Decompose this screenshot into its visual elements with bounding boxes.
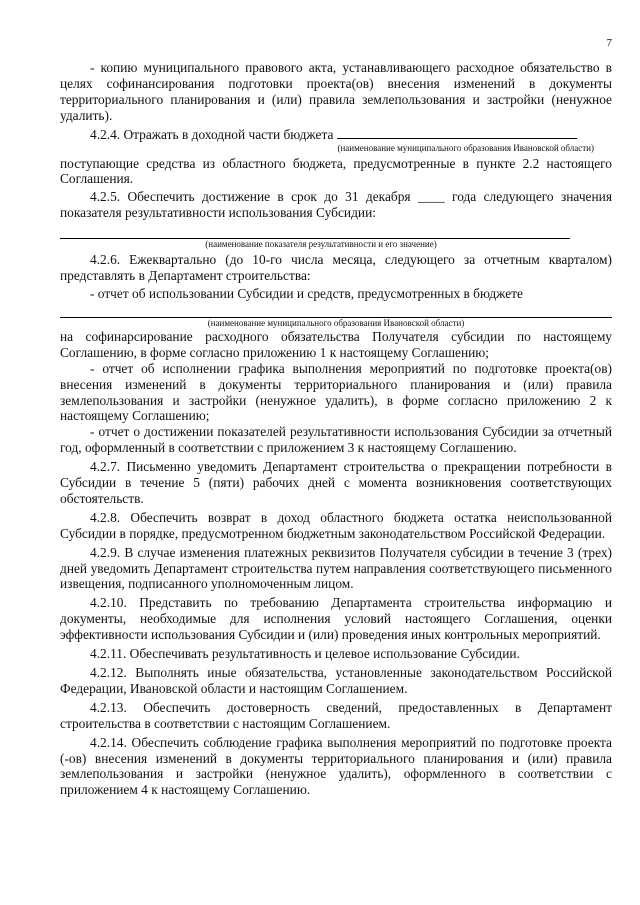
item-4-2-8: 4.2.8. Обеспечить возврат в доход областного бюджета остатка неиспользованной Субсидии в порядке, предусмотренном бюджетным законодательством Российской Федерации.: [60, 509, 612, 541]
item-4-2-14: 4.2.14. Обеспечить соблюдение графика выполнения мероприятий по подготовке проекта (-ов) внесения изменений в документы территориального планирования и (или) правила землепользования и застройки (ненужное удалить), оформленного в соответствии с приложением 4 к настоящему Соглашению.: [60, 734, 612, 798]
item-4-2-6-bullet-1-cont: на софинарсирование расходного обязательства Получателя субсидии по настоящему Соглашению, в форме согласно приложению 1 к настоящему Соглашению;: [60, 328, 612, 360]
fill-line: [337, 126, 577, 139]
item-4-2-13: 4.2.13. Обеспечить достоверность сведений, предоставленных в Департамент строительства в соответствии с настоящим Соглашением.: [60, 699, 612, 731]
item-4-2-4-text: 4.2.4. Отражать в доходной части бюджета: [90, 126, 334, 142]
item-4-2-5: 4.2.5. Обеспечить достижение в срок до 31 декабря ____ года следующего значения показателя результативности использования Субсидии:: [60, 189, 612, 221]
item-4-2-6-bullet-3: - отчет о достижении показателей результативности использования Субсидии за отчетный год, оформленный в соответствии с приложением 3 к настоящему Соглашению.: [60, 424, 612, 456]
item-4-2-9: 4.2.9. В случае изменения платежных реквизитов Получателя субсидии в течение 3 (трех) дней уведомить Департамент строительства путем направления соответствующего письменного извещения, подписанного уполномоченным лицом.: [60, 544, 612, 592]
item-4-2-4-lead: [60, 126, 612, 143]
caption-indicator: (наименование показателя результативности и его значение): [205, 239, 437, 250]
caption-municipality: (наименование муниципального образования Ивановской области): [207, 317, 465, 328]
fill-line: [60, 229, 570, 239]
bullet-copy-act: - копию муниципального правового акта, устанавливающего расходное обязательство в целях софинансирования подготовки проекта(ов) внесения изменений в документы территориального планирования и (или) правила землепользования и застройки (ненужное удалить).: [60, 60, 612, 123]
item-4-2-6: 4.2.6. Ежеквартально (до 10-го числа месяца, следующего за отчетным кварталом) представлять в Департамент строительства:: [60, 252, 612, 284]
item-4-2-11: 4.2.11. Обеспечивать результативность и целевое использование Субсидии.: [90, 646, 520, 662]
item-4-2-4-continuation: поступающие средства из областного бюджета, предусмотренные в пункте 2.2 настоящего Соглашения.: [60, 155, 612, 187]
fill-line: [60, 308, 612, 318]
item-4-2-12: 4.2.12. Выполнять иные обязательства, установленные законодательством Российской Федерации, Ивановской области и настоящим Соглашением.: [60, 665, 612, 696]
page-number: 7: [606, 37, 612, 49]
item-4-2-7: 4.2.7. Письменно уведомить Департамент строительства о прекращении потребности в Субсидии в течение 5 (пяти) рабочих дней с момента возникновения соответствующих обстоятельств.: [60, 459, 612, 506]
item-4-2-10: 4.2.10. Представить по требованию Департамента строительства информацию и документы, необходимые для исполнения условий настоящего Соглашения, оценки эффективности использования Субсидии и (или) проведения иных контрольных мероприятий.: [60, 595, 612, 643]
item-4-2-6-bullet-2: - отчет об исполнении графика выполнения мероприятий по подготовке проекта(ов) внесения изменений в документы территориального планирования и (или) правила землепользования и застройки (ненужное удалить), в форме согласно приложению 2 к настоящему Соглашению;: [60, 360, 612, 424]
caption-municipality: (наименование муниципального образования Ивановской области): [337, 142, 594, 153]
item-4-2-6-bullet-1-lead: - отчет об использовании Субсидии и средств, предусмотренных в бюджете: [90, 285, 523, 301]
